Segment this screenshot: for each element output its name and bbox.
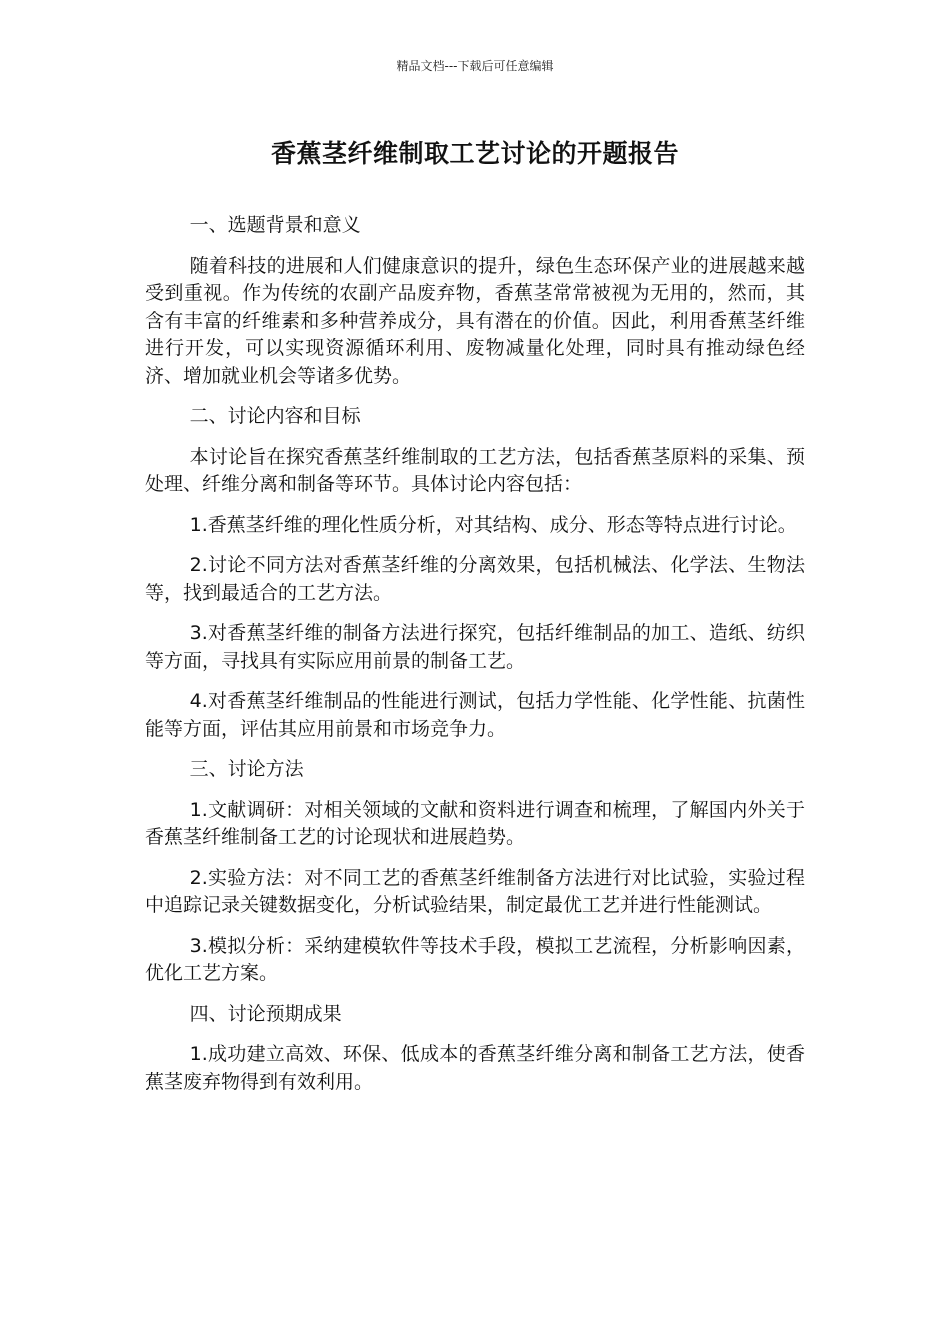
paragraph: 本讨论旨在探究香蕉茎纤维制取的工艺方法，包括香蕉茎原料的采集、预处理、纤维分离和制备等环节。具体讨论内容包括： [145, 445, 805, 495]
section-heading: 三、讨论方法 [189, 758, 304, 780]
paragraph: 随着科技的进展和人们健康意识的提升，绿色生态环保产业的进展越来越受到重视。作为传统的农副产品废弃物，香蕉茎常常被视为无用的，然而，其含有丰富的纤维素和多种营养成分，具有潜在的价值。因此，利用香蕉茎纤维进行开发，可以实现资源循环利用、废物减量化处理，同时具有推动绿色经济、增加就业机会等诸多优势。 [145, 254, 805, 387]
list-item: 4.对香蕉茎纤维制品的性能进行测试，包括力学性能、化学性能、抗菌性能等方面，评估其应用前景和市场竞争力。 [145, 690, 805, 740]
section-heading: 二、讨论内容和目标 [189, 405, 361, 427]
list-item: 1.文献调研：对相关领域的文献和资料进行调查和梳理，了解国内外关于香蕉茎纤维制备工艺的讨论现状和进展趋势。 [145, 798, 805, 848]
list-item: 1.香蕉茎纤维的理化性质分析，对其结构、成分、形态等特点进行讨论。 [189, 513, 797, 536]
list-item: 2.实验方法：对不同工艺的香蕉茎纤维制备方法进行对比试验，实验过程中追踪记录关键数据变化，分析试验结果，制定最优工艺并进行性能测试。 [145, 866, 805, 916]
list-item: 1.成功建立高效、环保、低成本的香蕉茎纤维分离和制备工艺方法，使香蕉茎废弃物得到有效利用。 [145, 1043, 805, 1093]
page-header: 精品文档---下载后可任意编辑 [396, 59, 554, 73]
list-item: 2.讨论不同方法对香蕉茎纤维的分离效果，包括机械法、化学法、生物法等，找到最适合的工艺方法。 [145, 554, 805, 604]
document-body [145, 212, 805, 1109]
list-item: 3.对香蕉茎纤维的制备方法进行探究，包括纤维制品的加工、造纸、纺织等方面，寻找具有实际应用前景的制备工艺。 [145, 622, 805, 672]
section-heading: 一、选题背景和意义 [189, 214, 361, 236]
document-title: 香蕉茎纤维制取工艺讨论的开题报告 [270, 139, 679, 168]
section-heading: 四、讨论预期成果 [189, 1002, 342, 1025]
list-item: 3.模拟分析：采纳建模软件等技术手段，模拟工艺流程，分析影响因素，优化工艺方案。 [145, 934, 805, 984]
